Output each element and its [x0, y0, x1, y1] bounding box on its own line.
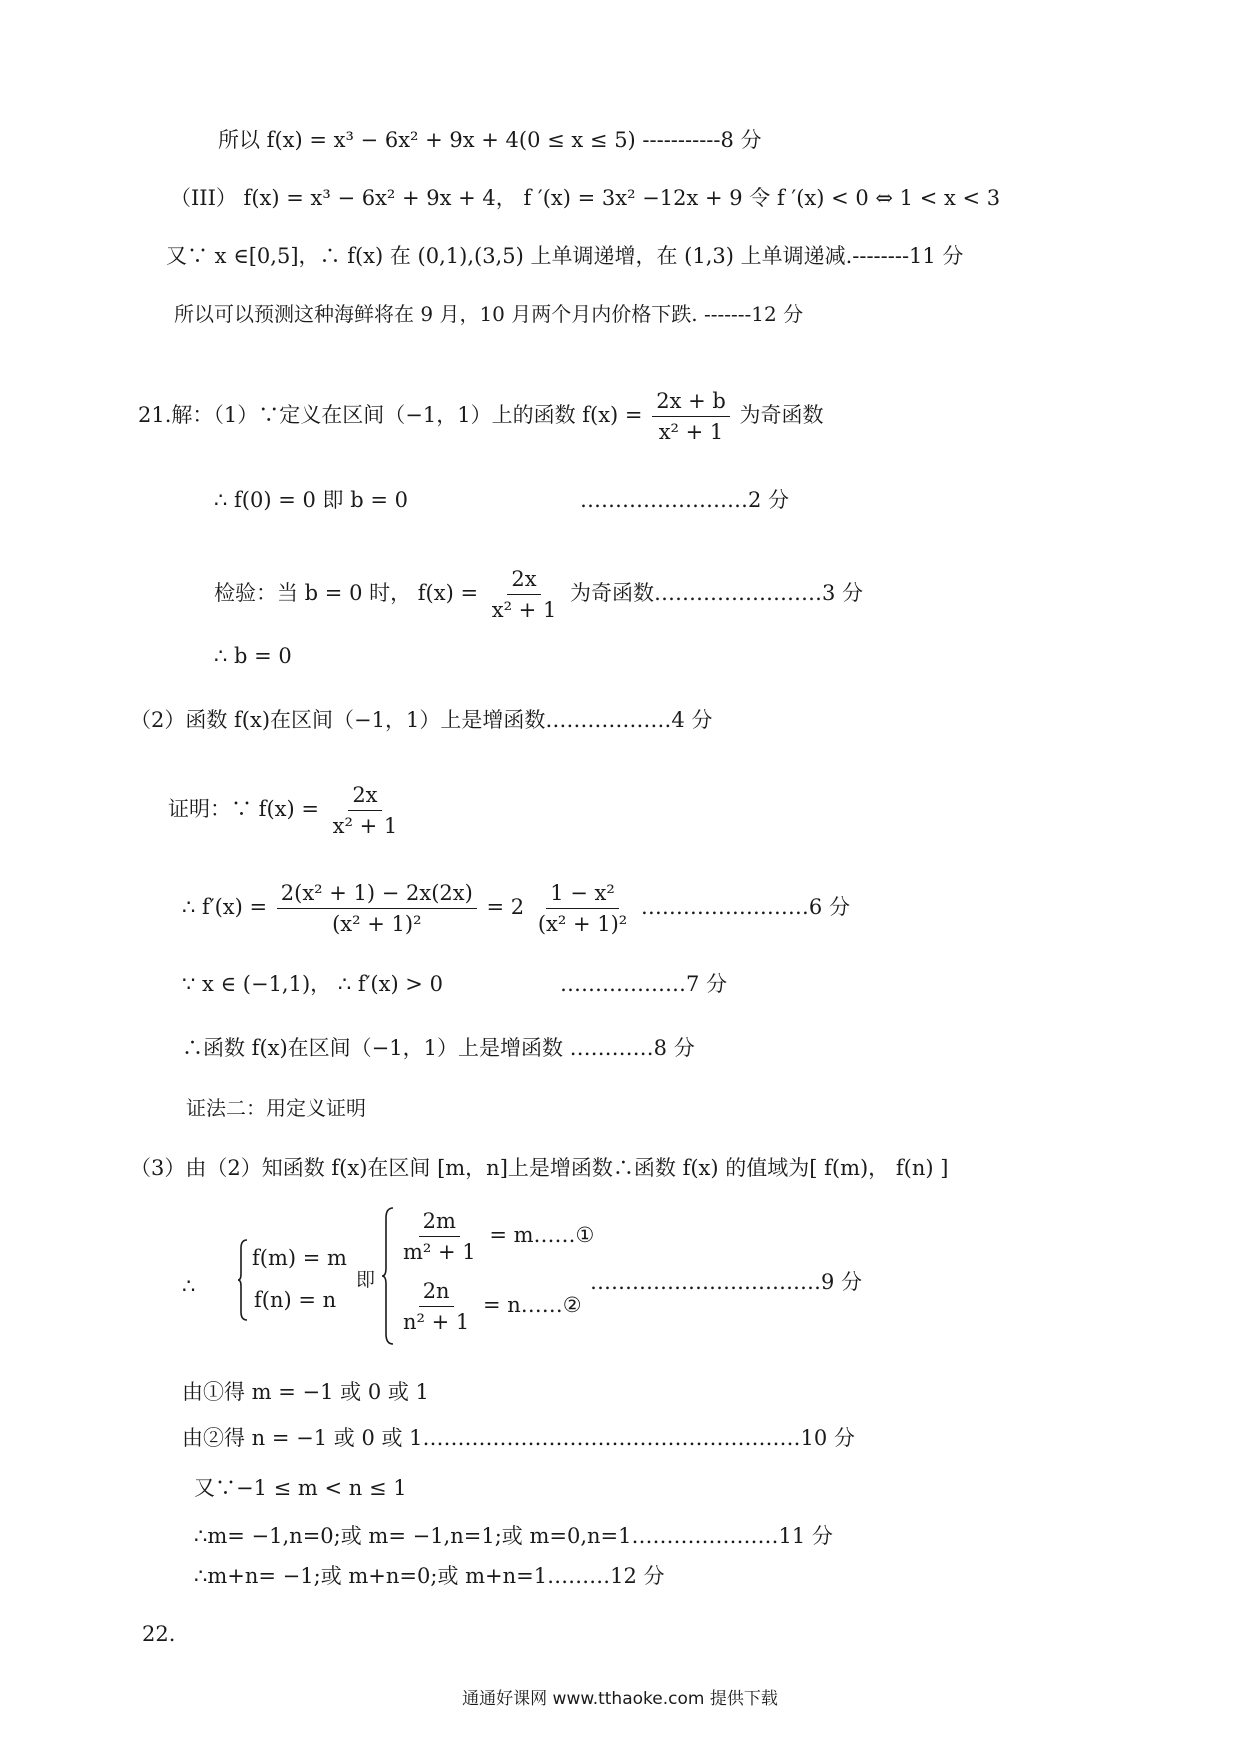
check-result: 为奇函数……………………3 分 — [570, 581, 864, 605]
line-derivative — [182, 880, 850, 937]
fraction-derivative-simplified — [534, 880, 631, 937]
fraction-numerator: 2x — [507, 566, 540, 595]
line-method2: 证法二：用定义证明 — [186, 1096, 366, 1120]
derivative-lhs: ∴ f′(x) = — [182, 895, 268, 919]
case-f-n: f(n) = n — [254, 1288, 337, 1312]
line-b0: ∴ b = 0 — [214, 644, 292, 668]
fraction-numerator: 2x — [348, 782, 381, 811]
eq-1 — [396, 1208, 594, 1265]
fraction-2m — [399, 1208, 480, 1265]
fraction-denominator: (x² + 1)² — [537, 912, 628, 936]
eq-1-rhs: = m……① — [489, 1223, 595, 1247]
line-constraint: 又∵−1 ≤ m < n ≤ 1 — [194, 1476, 407, 1500]
line-part2: （2）函数 f(x)在区间（−1，1）上是增函数………………4 分 — [130, 708, 713, 732]
fraction-denominator: x² + 1 — [658, 420, 724, 444]
score-9: ……………………………9 分 — [590, 1270, 863, 1294]
line-part3: （3）由（2）知函数 f(x)在区间 [m，n]上是增函数∴函数 f(x) 的值域为[ f(m)， f(n) ] — [130, 1156, 949, 1180]
odd-function-text: 为奇函数 — [739, 403, 824, 427]
proof-text: 证明：∵ f(x) = — [168, 797, 319, 821]
fraction-numerator: 1 − x² — [546, 880, 619, 909]
line-m-values: 由①得 m = −1 或 0 或 1 — [182, 1380, 429, 1404]
intro-text: 21.解：（1）∵定义在区间（−1，1）上的函数 f(x) = — [138, 403, 643, 427]
fraction-numerator: 2(x² + 1) − 2x(2x) — [277, 880, 477, 909]
fraction-denominator: x² + 1 — [332, 814, 398, 838]
line-positive: ∵ x ∈ (−1,1)， ∴ f′(x) > 0 — [182, 972, 443, 996]
fraction-proof — [329, 782, 402, 839]
line-check — [214, 566, 863, 623]
left-brace-icon — [382, 1206, 394, 1346]
line-22: 22. — [142, 1622, 176, 1646]
line-4: 所以可以预测这种海鲜将在 9 月，10 月两个月内价格下跌. -------12 分 — [174, 302, 804, 326]
left-brace-icon — [238, 1238, 248, 1322]
line-1: 所以 f(x) = x³ − 6x² + 9x + 4(0 ≤ x ≤ 5) -----------8 分 — [218, 128, 762, 152]
therefore-symbol: ∴ — [182, 1274, 196, 1298]
fraction-numerator: 2x + b — [652, 388, 730, 417]
eq-2 — [396, 1278, 582, 1335]
fraction-denominator: m² + 1 — [403, 1240, 476, 1264]
case-f-m: f(m) = m — [252, 1246, 347, 1270]
line-increasing: ∴函数 f(x)在区间（−1，1）上是增函数 …………8 分 — [182, 1036, 695, 1060]
footer-credit: 通通好课网 www.tthaoke.com 提供下载 — [462, 1689, 778, 1709]
check-text: 检验：当 b = 0 时， f(x) = — [214, 581, 479, 605]
score-6: ……………………6 分 — [640, 895, 850, 919]
derivative-eq: = 2 — [486, 895, 525, 919]
score-7: ………………7 分 — [560, 972, 728, 996]
fraction-denominator: (x² + 1)² — [332, 912, 422, 936]
fraction-denominator: x² + 1 — [491, 598, 557, 622]
line-n-values: 由②得 n = −1 或 0 或 1………………………………………………10 分 — [182, 1426, 855, 1450]
line-mn-sums: ∴m+n= −1;或 m+n=0;或 m+n=1………12 分 — [194, 1564, 665, 1588]
line-mn-pairs: ∴m= −1,n=0;或 m= −1,n=1;或 m=0,n=1…………………11 分 — [194, 1524, 833, 1548]
score-2: ……………………2 分 — [580, 488, 790, 512]
fraction-derivative — [277, 880, 477, 937]
line-proof — [168, 782, 404, 839]
line-2: （III） f(x) = x³ − 6x² + 9x + 4， f ′(x) = 3x² −12x + 9 令 f ′(x) < 0 ⇔ 1 < x < 3 — [170, 186, 1001, 210]
fraction-numerator: 2m — [419, 1208, 460, 1237]
fraction-2n — [399, 1278, 473, 1335]
line-f0: ∴ f(0) = 0 即 b = 0 — [214, 488, 408, 512]
ji-text: 即 — [356, 1269, 376, 1291]
line-3: 又∵ x ∈[0,5]，∴ f(x) 在 (0,1),(3,5) 上单调递增，在 (1,3) 上单调递减.--------11 分 — [166, 244, 964, 268]
fraction-2x-plus-b — [652, 388, 730, 445]
fraction-numerator: 2n — [419, 1278, 454, 1307]
eq-2-rhs: = n……② — [482, 1293, 582, 1317]
fraction-2x — [488, 566, 561, 623]
line-21-intro — [138, 388, 824, 445]
fraction-denominator: n² + 1 — [403, 1310, 470, 1334]
